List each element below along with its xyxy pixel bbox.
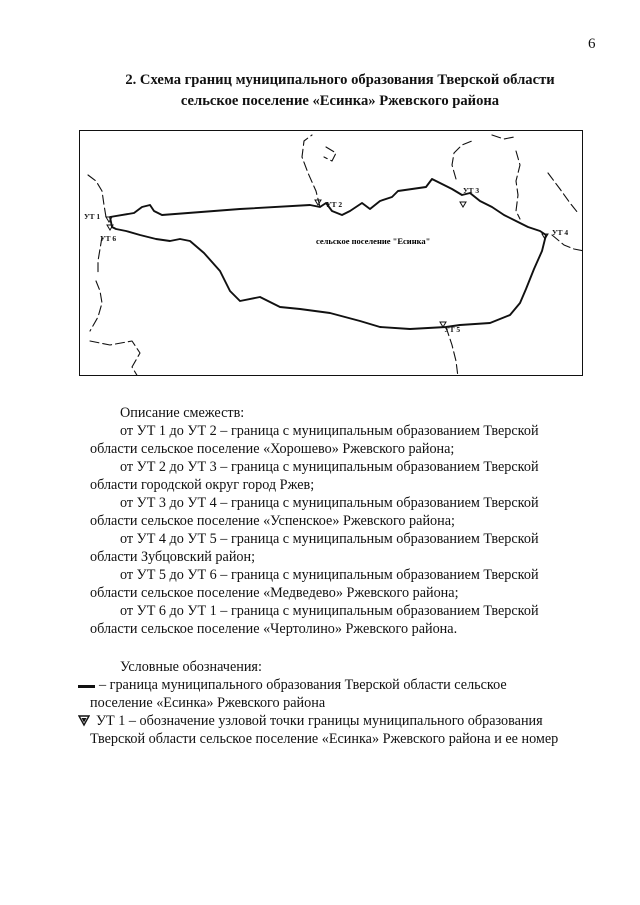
node-point-ut3 [460, 186, 479, 207]
adjacency-item-line-1: от УТ 3 до УТ 4 – граница с муниципальным образованием Тверской [120, 495, 539, 511]
node-label: УТ 1 [84, 212, 101, 221]
legend-node-line-1: УТ 1 – обозначение узловой точки границы муниципального образования [96, 713, 543, 729]
node-label: УТ 5 [444, 325, 461, 334]
adjacency-item [90, 422, 596, 458]
adjacency-item [90, 458, 596, 494]
adjacency-item-line-2: области сельское поселение «Успенское» Ржевского района; [90, 513, 455, 529]
adjacency-item-line-1: от УТ 1 до УТ 2 – граница с муниципальным образованием Тверской [120, 423, 539, 439]
adjacency-item-line-2: области Зубцовский район; [90, 549, 256, 565]
node-label: УТ 3 [463, 186, 480, 195]
page-title [80, 70, 600, 112]
legend-node-line-2: Тверской области сельское поселение «Есинка» Ржевского района и ее номер [90, 731, 559, 747]
document-body [90, 404, 596, 748]
map-area-label: сельское поселение "Есинка" [316, 236, 431, 246]
legend [90, 658, 596, 748]
adjacency-item-line-2: области сельское поселение «Чертолино» Ржевского района. [90, 621, 458, 637]
boundary-map-drawing [80, 131, 583, 376]
node-label: УТ 4 [552, 228, 569, 237]
adjacency-item-line-1: от УТ 2 до УТ 3 – граница с муниципальным образованием Тверской [120, 459, 539, 475]
adjacency-item-line-2: области городской округ город Ржев; [90, 477, 315, 493]
adjacency-item-line-2: области сельское поселение «Медведево» Ржевского района; [90, 585, 459, 601]
legend-node-entry [90, 712, 596, 748]
legend-boundary-line-1: – граница муниципального образования Тверской области сельское [99, 677, 507, 693]
page-title-line-1: 2. Схема границ муниципального образования Тверской области [125, 72, 555, 88]
adjacency-heading: Описание смежеств: [120, 405, 245, 421]
adjacency-item [90, 602, 596, 638]
page-number: 6 [588, 36, 596, 52]
node-point-ut1 [84, 212, 112, 222]
boundary-line-icon [78, 685, 95, 688]
node-label: УТ 6 [100, 234, 117, 243]
page-title-line-2: сельское поселение «Есинка» Ржевского района [180, 93, 500, 109]
node-triangle-icon [78, 715, 90, 727]
adjacency-item-line-1: от УТ 6 до УТ 1 – граница с муниципальным образованием Тверской [120, 603, 539, 619]
node-point-ut5 [440, 322, 460, 334]
adjacency-item-line-1: от УТ 5 до УТ 6 – граница с муниципальным образованием Тверской [120, 567, 539, 583]
neighbouring-boundaries [88, 135, 583, 376]
adjacency-item-line-2: области сельское поселение «Хорошево» Ржевского района; [90, 441, 455, 457]
legend-heading: Условные обозначения: [120, 659, 262, 675]
node-label: УТ 2 [326, 200, 343, 209]
node-triangle-icon [460, 202, 466, 207]
adjacency-item [90, 566, 596, 602]
adjacency-item [90, 530, 596, 566]
legend-boundary-line-2: поселение «Есинка» Ржевского района [90, 695, 326, 711]
boundary-map [79, 130, 583, 376]
adjacency-item [90, 494, 596, 530]
legend-boundary-entry [90, 676, 596, 712]
adjacency-item-line-1: от УТ 4 до УТ 5 – граница с муниципальным образованием Тверской [120, 531, 539, 547]
